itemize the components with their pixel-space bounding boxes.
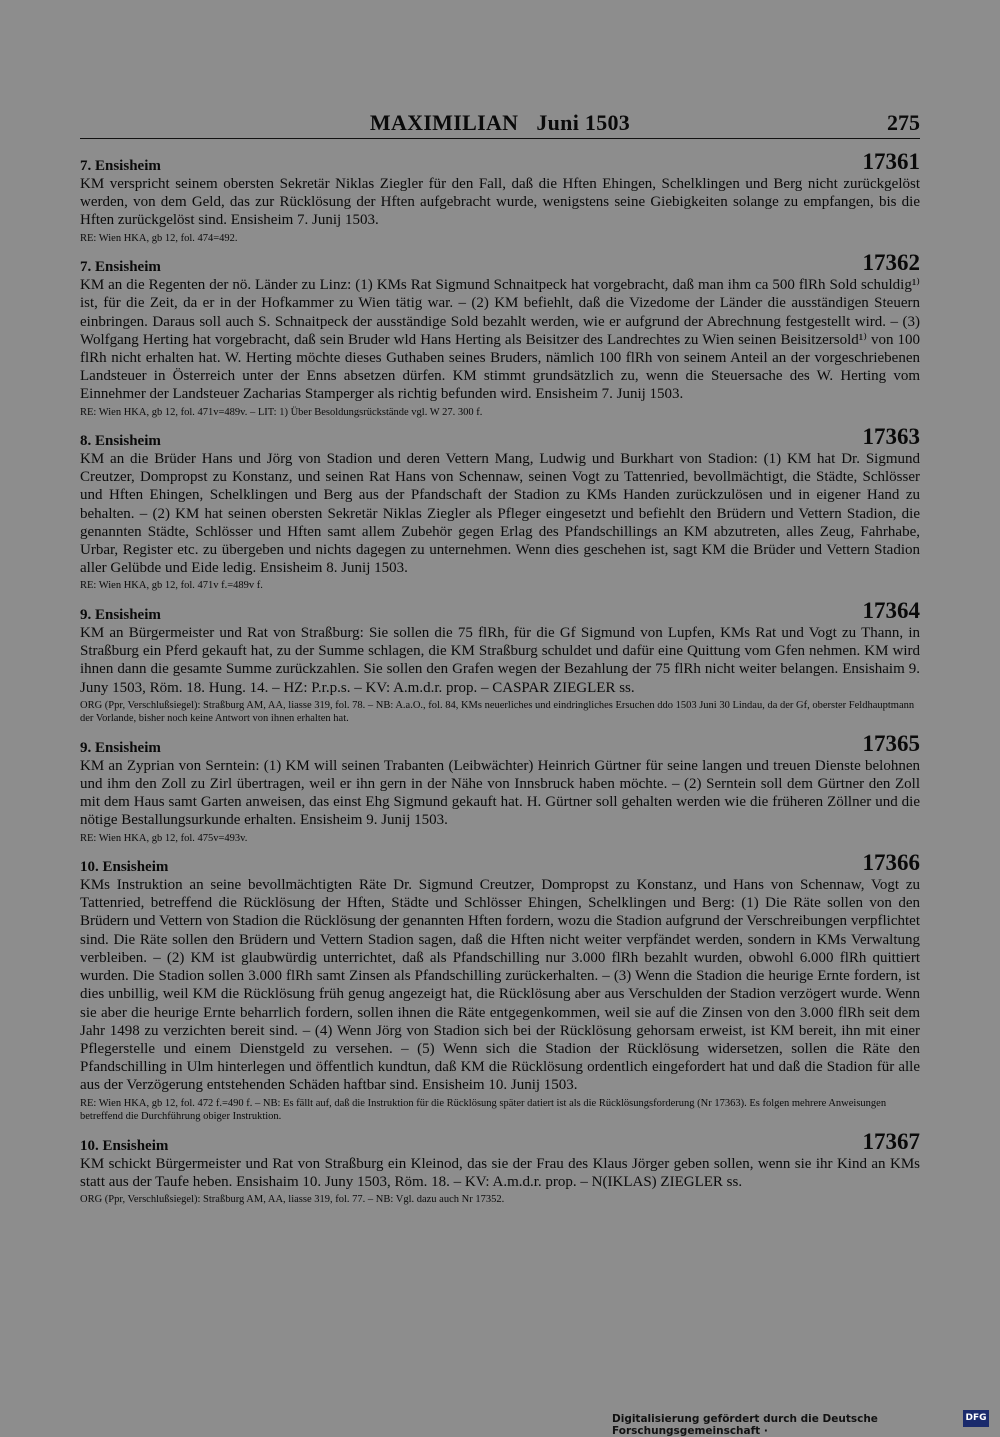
entry-date: 10. Ensisheim (80, 859, 169, 876)
entry-text: KM schickt Bürgermeister und Rat von Straßburg ein Kleinod, das sie der Frau des Klaus Jörger geben sollen, wenn sie ihr Kind an KMs statt aus der Taufe heben. Ensishaim 10. Juny 1503, Röm. 18. – KV: A.m.d.r. prop. – N(IKLAS) ZIEGLER ss. (80, 1155, 920, 1190)
entry-17367 (80, 1128, 920, 1207)
entry-17361 (80, 149, 920, 245)
running-title (80, 110, 920, 136)
entry-text: KM an Bürgermeister und Rat von Straßburg: Sie sollen die 75 flRh, für die Gf Sigmund von Lupfen, KMs Rat und Vogt zu Thann, in Straßburg ein Pferd gekauft hat, zu der Summe schlagen, die KM Straßburg schuldet und dafür eine Quittung vom Gfen nehmen. KM wird ihnen dann die gesamte Summe zurückzahlen. Sie sollen den Grafen wegen der Bezahlung der 75 flRh nicht weiter belangen. Ensishaim 9. Juny 1503, Röm. 18. Hung. 14. – HZ: P.r.p.s. – KV: A.m.d.r. prop. – CASPAR ZIEGLER ss. (80, 624, 920, 696)
entry-text: KM an Zyprian von Serntein: (1) KM will seinen Trabanten (Leibwächter) Heinrich Gürtner für seine langen und treuen Dienste belohnen und ihm den Zoll zu Zirl übertragen, weil er ihn gern in der Nähe von Innsbruck haben möchte. – (2) Serntein soll dem Gürtner den Zoll mit dem Haus samt Garten anweisen, das einst Ehg Sigmund gekauft hat. H. Gürtner soll gehalten werden wie die früheren Zöllner und die nötige Bestallungsurkunde erhalten. Ensisheim 9. Junij 1503. (80, 757, 920, 829)
entry-header (80, 149, 920, 175)
entry-date: 7. Ensisheim (80, 259, 161, 276)
entry-number: 17366 (862, 850, 920, 876)
entry-17363 (80, 424, 920, 593)
entry-header (80, 850, 920, 876)
funding-note: Digitalisierung gefördert durch die Deutsche Forschungsgemeinschaft · (612, 1413, 878, 1437)
entry-number: 17361 (862, 149, 920, 174)
entry-header (80, 424, 920, 450)
entry-reference: ORG (Ppr, Verschlußsiegel): Straßburg AM, AA, liasse 319, fol. 78. – NB: A.a.O., fol. 84, KMs neuerliches und eindringliches Ersuchen ddo 1503 Juni 30 Lindau, da der Gf, oberster Feldhauptmann der Vorlande, bisher noch keine Antwort von ihnen erhalten hat. (80, 699, 915, 725)
entry-text: KMs Instruktion an seine bevollmächtigten Räte Dr. Sigmund Creutzer, Dompropst zu Konstanz, und Hans von Schennaw, Vogt zu Tattenried, betreffend die Rücklösung der Hften, Städte und Schlösser Ehingen, Schelklingen und Berg: (1) Die Räte sollen von den Brüdern und Vettern von Stadion die Rücklösung der genannten Hften fordern, wozu die Stadion aufgrund der Verschreibungen verpflichtet sind. Die Räte sollen den Brüdern und Vettern Stadion sagen, daß die Hften nicht weiter verpfändet werden, sondern in KMs Verwaltung verbleiben. – (2) KM ist glaubwürdig unterrichtet, daß als Pfandschilling nur 3.000 flRh bezahlt wurden, obwohl 6.000 flRh quittiert wurden. Die Stadion sollen 3.000 flRh samt Zinsen als Pfandschilling zurückerhalten. – (3) Wenn die Stadion die heurige Ernte fordern, ist dies unbillig, weil KM die Rücklösung früh genug angezeigt hat, die Rücklösung aber aus Verschulden der Stadion verzögert wurde. Wenn sie aber die heurige Ernte beharrlich fordern, sollen ihnen die Räte entgegenkommen, weil sie auf die Zinsen von den 3.000 flRh seit dem Jahr 1498 zu verzichten bereit sind. – (4) Wenn Jörg von Stadion sich bei der Rücklösung gehorsam erweist, ist KM bereit, ihn mit einer Pflegerstelle und einem Dienstgeld zu versehen. – (5) Wenn sich die Stadion der Rücklösung widersetzen, sollen die Räte den Pfandschilling in Ulm hinterlegen und öffentlich kundtun, daß KM die Rücklösung ordentlich eingefordert hat und daß die Stadion für alle aus der Verzögerung entstehenden Schäden haftbar sind. Ensisheim 10. Junij 1503. (80, 877, 920, 1094)
page-header (80, 108, 920, 139)
entry-date: 8. Ensisheim (80, 433, 161, 450)
entry-17365 (80, 730, 920, 845)
entry-reference: RE: Wien HKA, gb 12, fol. 471v=489v. – LIT: 1) Über Besoldungsrückstände vgl. W 27. 300 f. (80, 406, 483, 418)
entry-reference: RE: Wien HKA, gb 12, fol. 474=492. (80, 232, 238, 244)
entry-number: 17362 (862, 250, 920, 276)
entry-header (80, 1128, 920, 1155)
entry-17362 (80, 250, 920, 419)
entry-17366 (80, 850, 920, 1123)
entry-reference: ORG (Ppr, Verschlußsiegel): Straßburg AM, AA, liasse 319, fol. 77. – NB: Vgl. dazu auch Nr 17352. (80, 1193, 505, 1205)
entry-reference: RE: Wien HKA, gb 12, fol. 472 f.=490 f. – NB: Es fällt auf, daß die Instruktion für die Rücklösung später datiert ist als die Rücklösungsforderung (Nr 17363). Es folgen mehrere Anweisungen betreffend die Durchführung obiger Instruktion. (80, 1097, 887, 1123)
entry-number: 17364 (862, 597, 920, 623)
entry-header (80, 250, 920, 276)
entry-17364 (80, 597, 920, 726)
entries-list (80, 149, 920, 1217)
entry-header (80, 597, 920, 624)
entry-text: KM verspricht seinem obersten Sekretär Niklas Ziegler für den Fall, daß die Hften Ehingen, Schelklingen und Berg nicht zurückgelöst werden, von dem Geld, das zur Rücklösung der Hften aufgebracht wurde, wenigstens seine Giebigkeiten solange zu empfangen, bis die Hften zurückgelöst sind. Ensisheim 7. Junij 1503. (80, 176, 920, 229)
page-number: 275 (887, 110, 920, 135)
entry-date: 7. Ensisheim (80, 158, 161, 174)
entry-date: 9. Ensisheim (80, 739, 161, 756)
dfg-logo-icon: DFG (963, 1410, 989, 1427)
entry-text: KM an die Brüder Hans und Jörg von Stadion und deren Vettern Mang, Ludwig und Burkhart von Stadion: (1) KM hat Dr. Sigmund Creutzer, Dompropst zu Konstanz, und seinen Rat Hans von Schennaw, seinen Vogt zu Tattenried, bevollmächtigt, die Städte, Schlösser und Hften Ehingen, Schelklingen und Berg aus der Pfandschaft der Stadion zu KMs Handen zurückzulösen und in eigener Hand zu behalten. – (2) KM hat seinen obersten Sekretär Niklas Ziegler als Pfleger eingesetzt und befiehlt den Brüdern und Vettern Stadion, die genannten Städte, Schlösser und Hften samt allem Zubehör gegen Erlag des Pfandschillings an KM abzutreten, alles Zeug, Fahrhabe, Urbar, Register etc. zu übergeben und nichts dagegen zu unternehmen. Wenn dies geschehen ist, sagt KM die Brüder und Vettern Stadion aller Gelübde und Eide ledig. Ensisheim 8. Junij 1503. (80, 451, 920, 577)
entry-date: 10. Ensisheim (80, 1137, 169, 1154)
entry-reference: RE: Wien HKA, gb 12, fol. 475v=493v. (80, 832, 248, 844)
header-month: Juni 1503 (536, 110, 631, 135)
entry-text: KM an die Regenten der nö. Länder zu Linz: (1) KMs Rat Sigmund Schnaitpeck hat vorgebracht, daß man ihm ca 500 flRh Sold schuldig¹⁾ ist, für die Zeit, da er in der Hofkammer zu Wien tätig war. – (2) KM befiehlt, daß die Vizedome der Länder die ausständigen Steuern einbringen. Daraus soll auch S. Schnaitpeck der ausständige Sold bezahlt werden, wie er aufgrund der Abrechnung festgestellt wird. – (3) Wolfgang Herting hat vorgebracht, daß sein Bruder wld Hans Herting als Beisitzer des Landrechtes zu Wien seinen Beisitzersold¹⁾ von 100 flRh nicht erhalten hat. W. Herting möchte dieses Guthaben seines Bruders, nämlich 100 flRh von seinem Anteil an der vorgeschriebenen Landsteuer in Österreich unter der Enns absetzen dürfen. KM stimmt grundsätzlich zu, wenn die Steuersache des W. Herting vom Einnehmer der Landsteuer Zacharias Stamperger als richtig befunden wird. Ensisheim 7. Junij 1503. (80, 277, 920, 403)
entry-number: 17365 (862, 730, 920, 756)
header-title: MAXIMILIAN (369, 110, 519, 135)
entry-number: 17363 (862, 424, 920, 450)
entry-number: 17367 (862, 1128, 920, 1154)
entry-reference: RE: Wien HKA, gb 12, fol. 471v f.=489v f. (80, 580, 263, 592)
entry-date: 9. Ensisheim (80, 606, 161, 623)
entry-header (80, 730, 920, 757)
